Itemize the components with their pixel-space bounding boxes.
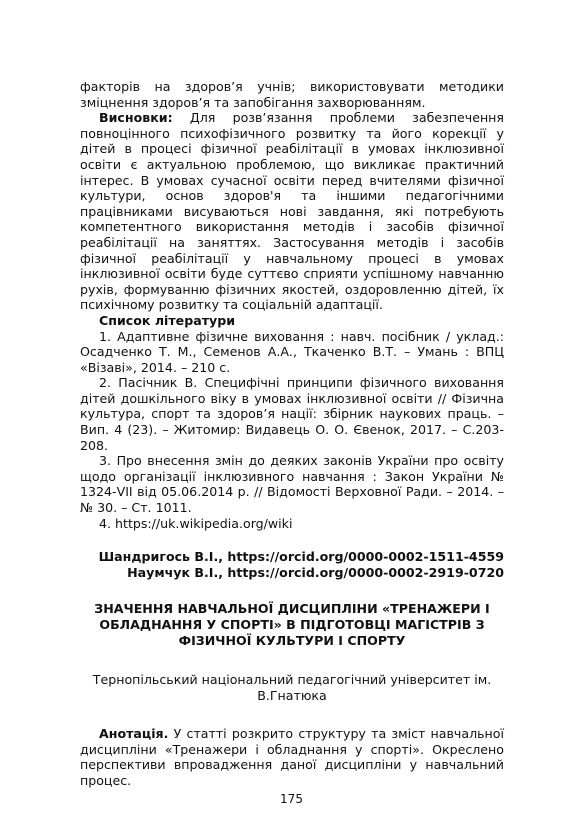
conclusions-paragraph <box>80 110 504 313</box>
author-line-1: Шандригось В.І., https://orcid.org/0000-0002-1511-4559 <box>98 549 504 565</box>
authors-block <box>80 549 504 581</box>
conclusions-text: Для розв’язання проблеми забезпечення повноцінного психофізичного розвитку та його корекції у дітей в процесі фізичної реабілітації в умовах інклюзивної освіти є актуальною проблемою, що викликає практичний інтерес. В умовах сучасної освіти перед вчителями фізичної культури, основ здоров'я та іншими педагогічними працівниками висуваються нові завдання, які потребують компетентного використання методів і засобів фізичної реабілітації на заняттях. Застосування методів і засобів фізичної реабілітації у навчальному процесі в умовах інклюзивної освіти буде суттєво сприяти успішному навчанню рухів, формуванню фізичних якостей, оздоровленню дітей, їх психічному розвитку та соціальній адаптації. <box>80 110 504 313</box>
page-number: 175 <box>280 792 303 806</box>
abstract-text: У статті розкрито структуру та зміст навчальної дисципліни «Тренажери і обладнання у спорті». Окреслено перспективи впровадження даної дисципліни у навчальний процес. <box>80 726 504 788</box>
author-line-2: Наумчук В.І., https://orcid.org/0000-0002-2919-0720 <box>127 565 504 581</box>
reference-item-1: 1. Адаптивне фізичне виховання : навч. посібник / уклад.: Осадченко Т. М., Семенов А.А., Ткаченко В.Т. – Умань : ВПЦ «Візаві», 2014. – 210 с. <box>80 328 504 375</box>
abstract-label: Анотація. <box>99 726 169 742</box>
reference-item-4: 4. https://uk.wikipedia.org/wiki <box>99 515 293 531</box>
article-title: ЗНАЧЕННЯ НАВЧАЛЬНОЇ ДИСЦИПЛІНИ «ТРЕНАЖЕРИ І ОБЛАДНАННЯ У СПОРТІ» В ПІДГОТОВЦІ МАГІСТРІВ З ФІЗИЧНОЇ КУЛЬТУРИ І СПОРТУ <box>94 601 490 649</box>
abstract-paragraph <box>80 726 504 788</box>
reference-item-3: 3. Про внесення змін до деяких законів України про освіту щодо організації інклюзивного навчання : Закон України № 1324-VII від 05.06.2014 р. // Відомості Верховної Ради. – 2014. – № 30. – Ст. 1011. <box>80 453 504 516</box>
paragraph-continuation: факторів на здоров’я учнів; використовувати методики зміцнення здоров’я та запобігання захворюванням. <box>80 79 504 110</box>
conclusions-label: Висновки: <box>99 110 173 126</box>
affiliation: Тернопільський національний педагогічний університет ім. В.Гнатюка <box>92 672 492 704</box>
page-content <box>80 79 504 789</box>
reference-item-2: 2. Пасічник В. Специфічні принципи фізичного виховання дітей дошкільного віку в умовах інклюзивної освіти // Фізична культура, спорт та здоров’я нації: збірник наукових праць. – Вип. 4 (23). – Житомир: Видавець О. О. Євенок, 2017. – С.203-208. <box>80 375 504 453</box>
references-heading: Список літератури <box>99 312 236 328</box>
